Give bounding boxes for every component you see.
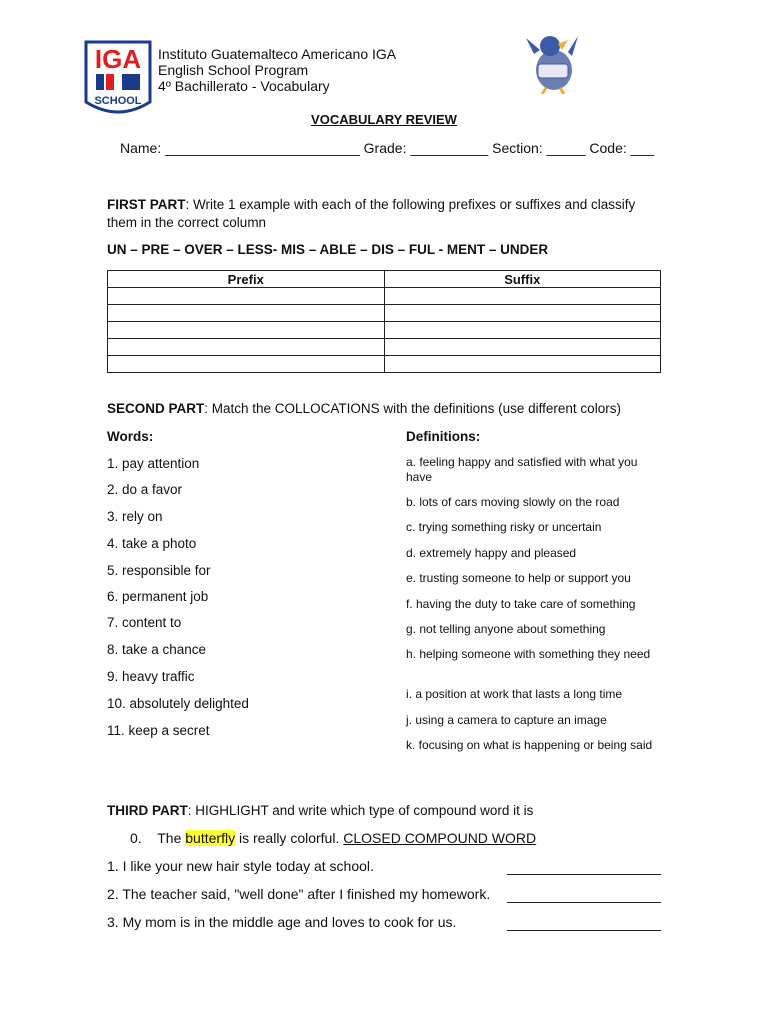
suffix-cell[interactable]	[384, 356, 661, 373]
prefix-cell[interactable]	[108, 322, 385, 339]
table-row	[108, 305, 661, 322]
student-info-row: Name: _________________________ Grade: __________ Section: _____ Code: ___	[120, 140, 655, 156]
suffix-cell[interactable]	[384, 339, 661, 356]
table-header-row	[108, 271, 661, 288]
definition-item: d. extremely happy and pleased	[406, 546, 577, 560]
example-answer: CLOSED COMPOUND WORD	[343, 830, 537, 846]
definition-item: i. a position at work that lasts a long time	[406, 687, 623, 701]
compound-sentence-1: 1. I like your new hair style today at school.	[107, 858, 374, 874]
list-item: 1. pay attention	[107, 456, 200, 471]
first-part-text-2: them in the correct column	[107, 215, 267, 230]
list-item: 11. keep a secret	[107, 723, 210, 738]
third-part-label: THIRD PART	[107, 803, 188, 818]
table-row	[108, 339, 661, 356]
list-item: 2. do a favor	[107, 482, 183, 497]
answer-blank-3[interactable]	[507, 929, 661, 931]
table-row	[108, 322, 661, 339]
svg-text:SCHOOL: SCHOOL	[94, 95, 142, 107]
course-name: 4º Bachillerato - Vocabulary	[158, 78, 330, 94]
definition-item: c. trying something risky or uncertain	[406, 520, 602, 534]
table-row	[108, 288, 661, 305]
answer-blank-1[interactable]	[507, 873, 661, 875]
affix-list: UN – PRE – OVER – LESS- MIS – ABLE – DIS – FUL - MENT – UNDER	[107, 242, 549, 257]
list-item: 7. content to	[107, 615, 182, 630]
suffix-column-header: Suffix	[384, 271, 661, 288]
prefix-cell[interactable]	[108, 356, 385, 373]
prefix-suffix-table	[107, 270, 661, 373]
third-part-text: : HIGHLIGHT and write which type of compound word it is	[187, 803, 534, 818]
institution-header	[158, 46, 396, 94]
list-item: 9. heavy traffic	[107, 669, 195, 684]
list-item: 6. permanent job	[107, 589, 209, 604]
list-item: 3. rely on	[107, 509, 163, 524]
table-row	[108, 356, 661, 373]
list-item: 10. absolutely delighted	[107, 696, 249, 711]
definition-item: k. focusing on what is happening or being said	[406, 738, 653, 752]
highlighted-compound-word: butterfly	[185, 830, 236, 846]
definition-item: e. trusting someone to help or support you	[406, 571, 631, 585]
first-part-instructions	[107, 196, 667, 232]
third-part-instructions	[107, 803, 533, 818]
second-part-text: : Match the COLLOCATIONS with the definitions (use different colors)	[204, 401, 621, 416]
suffix-cell[interactable]	[384, 288, 661, 305]
suffix-cell[interactable]	[384, 322, 661, 339]
list-item: 5. responsible for	[107, 563, 211, 578]
definition-item: h. helping someone with something they need	[406, 647, 651, 661]
list-item: 4. take a photo	[107, 536, 197, 551]
definitions-heading: Definitions:	[406, 429, 481, 444]
example-number: 0.	[130, 830, 142, 846]
prefix-cell[interactable]	[108, 305, 385, 322]
answer-blank-2[interactable]	[507, 901, 661, 903]
prefix-cell[interactable]	[108, 339, 385, 356]
example-text-end: is really colorful.	[235, 830, 344, 846]
example-text-start: The	[157, 830, 186, 846]
example-sentence	[130, 830, 536, 846]
definition-item: j. using a camera to capture an image	[406, 713, 607, 727]
suffix-cell[interactable]	[384, 305, 661, 322]
definition-item: f. having the duty to take care of something	[406, 597, 636, 611]
list-item: 8. take a chance	[107, 642, 207, 657]
definition-item: a. feeling happy and satisfied with what you have	[406, 455, 638, 484]
words-heading: Words:	[107, 429, 154, 444]
school-logo	[84, 40, 152, 120]
program-name: English School Program	[158, 62, 309, 78]
page-title: VOCABULARY REVIEW	[311, 112, 457, 127]
second-part-instructions	[107, 401, 621, 416]
second-part-label: SECOND PART	[107, 401, 205, 416]
compound-sentence-3: 3. My mom is in the middle age and loves to cook for us.	[107, 914, 457, 930]
prefix-column-header: Prefix	[108, 271, 385, 288]
definition-item: b. lots of cars moving slowly on the road	[406, 495, 620, 509]
compound-sentence-2: 2. The teacher said, "well done" after I finished my homework.	[107, 886, 491, 902]
first-part-label: FIRST PART	[107, 197, 186, 212]
institution-name: Instituto Guatemalteco Americano IGA	[158, 46, 397, 62]
definition-item: g. not telling anyone about something	[406, 622, 606, 636]
first-part-text: : Write 1 example with each of the following prefixes or suffixes and classify	[185, 197, 636, 212]
eagle-mascot-icon	[524, 30, 580, 94]
svg-text:IGA: IGA	[94, 44, 142, 74]
prefix-cell[interactable]	[108, 288, 385, 305]
